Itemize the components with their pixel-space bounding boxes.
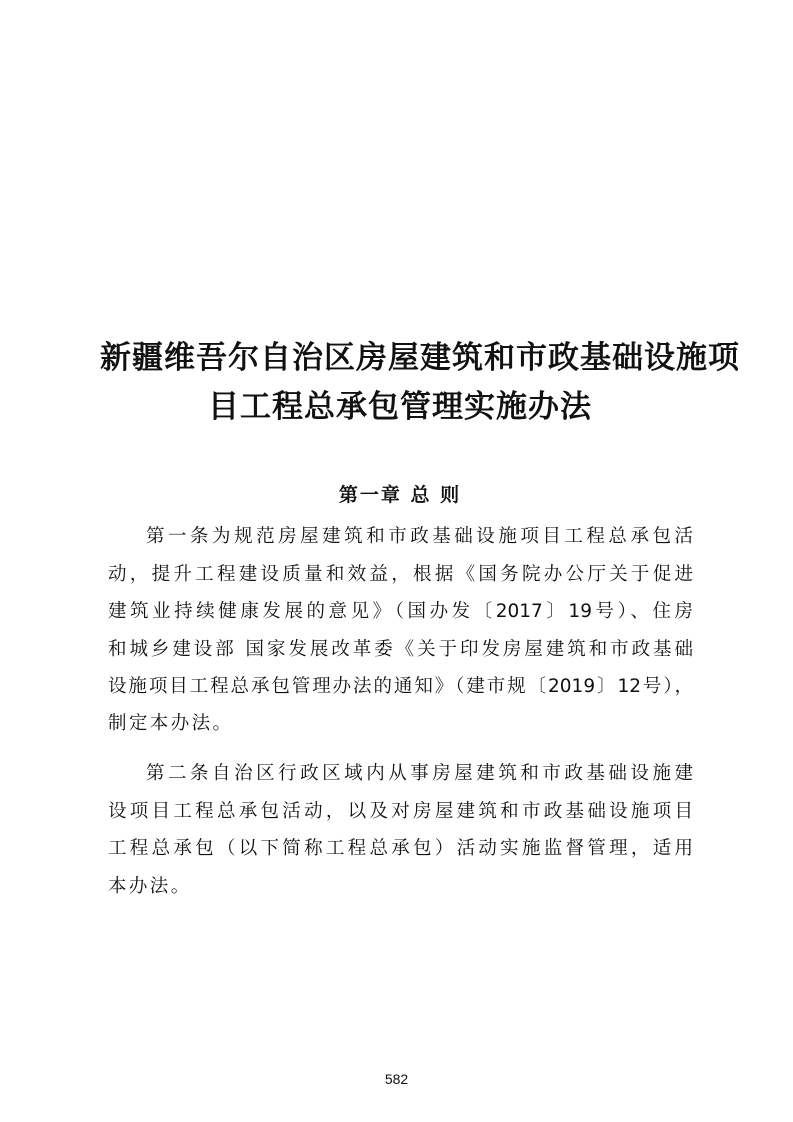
- page-number: 582: [384, 1071, 409, 1087]
- article1-line-3: 建筑业持续健康发展的意见》（国办发〔2017〕19号）、住房: [108, 601, 693, 622]
- article2-line-3: 工程总承包（以下简称工程总承包）活动实施监督管理，适用: [108, 838, 693, 859]
- article2-line-1: 第二条自治区行政区域内从事房屋建筑和市政基础设施建: [146, 763, 693, 784]
- article1-line-5: 设施项目工程总承包管理办法的通知》（建市规〔2019〕12号），: [108, 676, 693, 697]
- article1-line-6: 制定本办法。: [108, 713, 234, 734]
- article1-line-4: 和城乡建设部 国家发展改革委《关于印发房屋建筑和市政基础: [108, 639, 693, 660]
- article2-line-4: 本办法。: [108, 876, 192, 897]
- article1-line-2: 动，提升工程建设质量和效益，根据《国务院办公厅关于促进: [108, 564, 693, 585]
- document-title-line-1: 新疆维吾尔自治区房屋建筑和市政基础设施项: [100, 340, 740, 376]
- document-title-line-2: 目工程总承包管理实施办法: [208, 389, 592, 425]
- article1-line-1: 第一条为规范房屋建筑和市政基础设施项目工程总承包活: [146, 526, 693, 547]
- article2-line-2: 设项目工程总承包活动，以及对房屋建筑和市政基础设施项目: [108, 801, 693, 822]
- chapter-heading: 第一章 总 则: [338, 484, 462, 506]
